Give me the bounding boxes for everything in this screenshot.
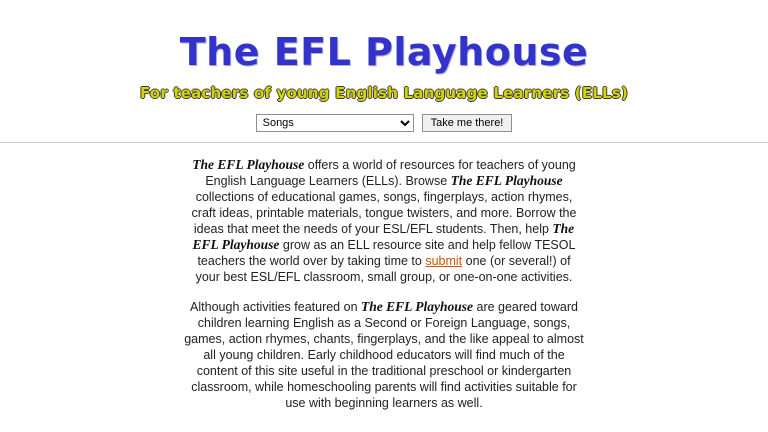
intro-text-4: one (or several!) of your best ESL/EFL classroom, small group, or one-on-one activities.	[195, 253, 573, 284]
site-name-emphasis: The EFL Playhouse	[192, 156, 305, 172]
intro-text-2: collections of educational games, songs, fingerplays, action rhymes, craft ideas, printable materials, tongue twisters, and more. Borrow the ideas that meet the needs of your ESL/EFL students. Then, help	[191, 189, 577, 236]
intro-text-3: grow as an ELL resource site and help fellow TESOL teachers the world over by taking time to	[197, 237, 576, 268]
secondary-text-2: are geared toward children learning English as a Second or Foreign Language, songs, games, action rhymes, chants, fingerplays, and the like appeal to almost all young children. Early childhood educators will find much of the content of this site useful in the traditional preschool or kindergarten classroom, while homeschooling parents will find activities suitable for use with beginning learners as well.	[184, 299, 584, 410]
intro-text-1: offers a world of resources for teachers of young English Language Learners (ELLs). Browse	[205, 157, 576, 188]
page-title: The EFL Playhouse	[179, 30, 589, 74]
intro-paragraph	[184, 157, 584, 285]
section-select[interactable]	[256, 114, 414, 132]
submit-link[interactable]: submit	[425, 253, 463, 268]
page-subtitle: For teachers of young English Language Learners (ELLs)	[139, 83, 629, 102]
site-name-emphasis: The EFL Playhouse	[361, 298, 474, 314]
navigation-bar	[0, 114, 768, 132]
main-content	[184, 157, 584, 411]
secondary-paragraph	[184, 299, 584, 411]
secondary-text-1: Although activities featured on	[190, 299, 361, 314]
site-name-emphasis: The EFL Playhouse	[450, 172, 563, 188]
divider	[0, 142, 768, 143]
go-button[interactable]: Take me there!	[422, 114, 513, 132]
site-name-emphasis: The EFL Playhouse	[192, 220, 575, 252]
